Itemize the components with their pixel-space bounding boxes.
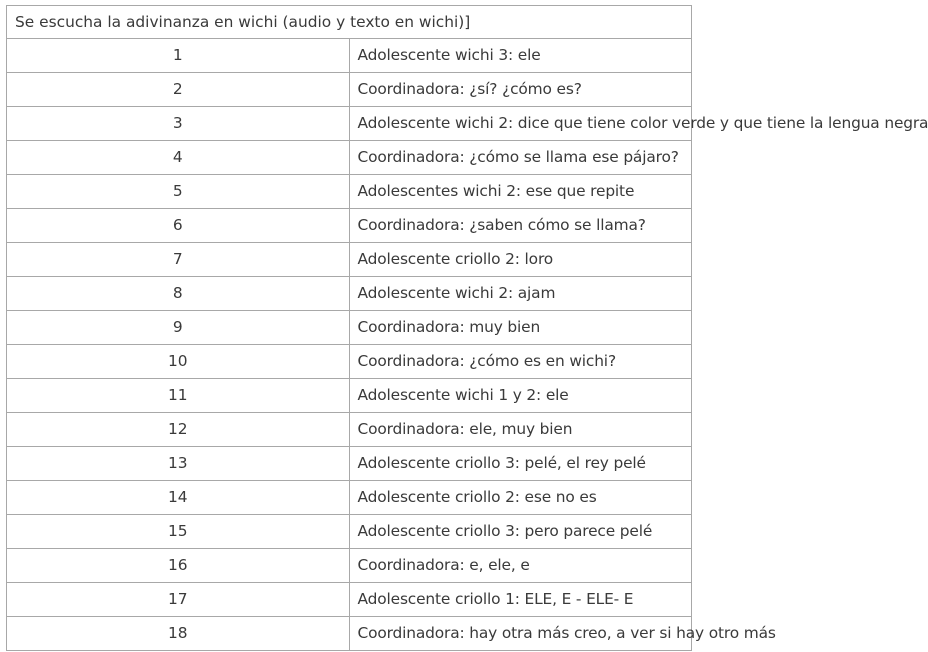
table-row (7, 243, 692, 277)
row-number: 14 (7, 481, 350, 515)
row-number: 9 (7, 311, 350, 345)
row-text: Adolescente criollo 2: loro (349, 243, 692, 277)
row-number: 11 (7, 379, 350, 413)
row-number: 3 (7, 107, 350, 141)
table-row (7, 617, 692, 651)
table-row (7, 549, 692, 583)
row-text: Adolescente criollo 3: pero parece pelé (349, 515, 692, 549)
row-number: 15 (7, 515, 350, 549)
transcript-container (6, 5, 928, 651)
table-row (7, 447, 692, 481)
row-text: Coordinadora: ¿cómo se llama ese pájaro? (349, 141, 692, 175)
table-row (7, 277, 692, 311)
row-text: Adolescente wichi 2: dice que tiene color verde y que tiene la lengua negra (349, 107, 692, 141)
table-row (7, 141, 692, 175)
row-number: 10 (7, 345, 350, 379)
row-text: Coordinadora: ¿saben cómo se llama? (349, 209, 692, 243)
row-number: 17 (7, 583, 350, 617)
row-text: Coordinadora: e, ele, e (349, 549, 692, 583)
row-number: 8 (7, 277, 350, 311)
header-cell: Se escucha la adivinanza en wichi (audio y texto en wichi)] (7, 6, 692, 39)
row-text: Coordinadora: ¿cómo es en wichi? (349, 345, 692, 379)
row-number: 6 (7, 209, 350, 243)
row-text: Adolescente wichi 1 y 2: ele (349, 379, 692, 413)
table-row (7, 515, 692, 549)
table-row (7, 345, 692, 379)
table-row (7, 413, 692, 447)
row-text: Adolescente criollo 3: pelé, el rey pelé (349, 447, 692, 481)
row-number: 12 (7, 413, 350, 447)
table-row (7, 73, 692, 107)
row-text: Coordinadora: muy bien (349, 311, 692, 345)
table-row (7, 481, 692, 515)
row-text: Adolescente wichi 2: ajam (349, 277, 692, 311)
row-text: Adolescente criollo 1: ELE, E - ELE- E (349, 583, 692, 617)
row-number: 1 (7, 39, 350, 73)
table-row (7, 39, 692, 73)
row-text: Coordinadora: hay otra más creo, a ver si hay otro más (349, 617, 692, 651)
transcript-table (6, 5, 928, 651)
row-number: 4 (7, 141, 350, 175)
table-row (7, 379, 692, 413)
row-text: Coordinadora: ele, muy bien (349, 413, 692, 447)
table-row (7, 209, 692, 243)
table-row (7, 107, 692, 141)
row-number: 18 (7, 617, 350, 651)
row-number: 2 (7, 73, 350, 107)
row-text: Adolescente criollo 2: ese no es (349, 481, 692, 515)
row-text: Adolescentes wichi 2: ese que repite (349, 175, 692, 209)
table-row (7, 583, 692, 617)
header-row (7, 6, 692, 39)
row-number: 5 (7, 175, 350, 209)
row-number: 7 (7, 243, 350, 277)
table-row (7, 175, 692, 209)
row-text: Coordinadora: ¿sí? ¿cómo es? (349, 73, 692, 107)
row-number: 13 (7, 447, 350, 481)
table-row (7, 311, 692, 345)
row-number: 16 (7, 549, 350, 583)
row-text: Adolescente wichi 3: ele (349, 39, 692, 73)
